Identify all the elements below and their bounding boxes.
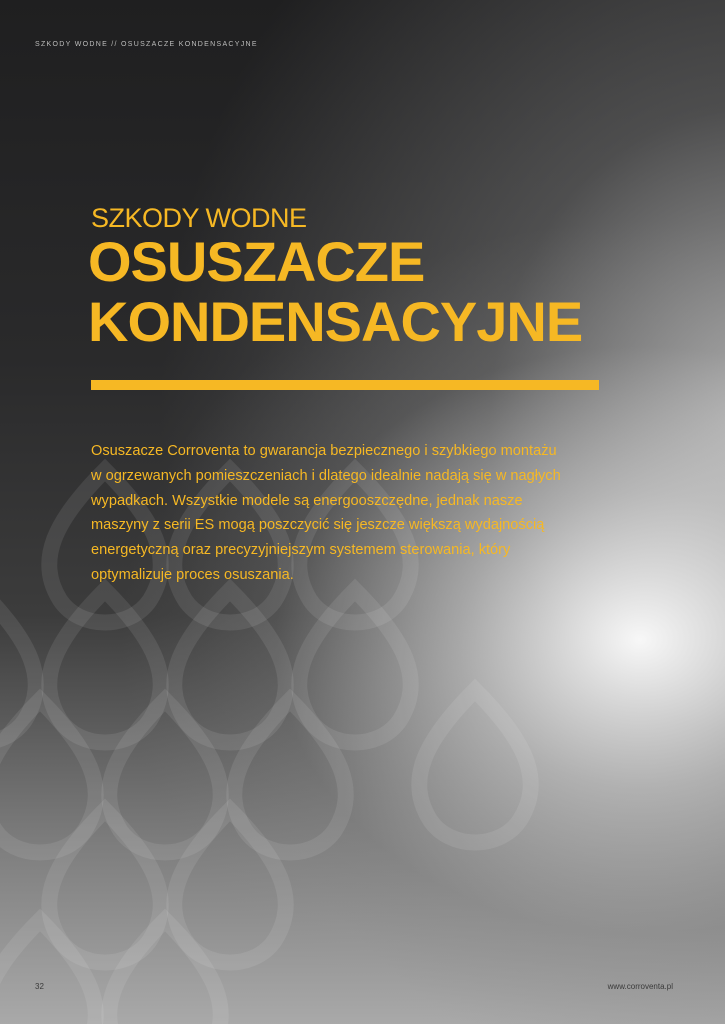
breadcrumb: SZKODY WODNE // OSUSZACZE KONDENSACYJNE [35,41,258,48]
title-underline-bar [91,380,599,390]
page-title [88,232,648,352]
section-kicker: SZKODY WODNE [91,203,307,233]
title-line-2: KONDENSACYJNE [88,290,583,353]
website-link[interactable]: www.corroventa.pl [607,982,673,991]
intro-paragraph: Osuszacze Corroventa to gwarancja bezpiecznego i szybkiego montażu w ogrzewanych pomieszczeniach i dlatego idealnie nadają się w nagłych wypadkach. Wszystkie modele są energooszczędne, jednak nasze maszyny z serii ES mogą poszczycić się jeszcze większą wydajnością energetyczną oraz precyzyjniejszym systemem sterowania, który optymalizuje proces osuszania. [91,443,561,583]
page-number: 32 [35,982,44,991]
title-line-1: OSUSZACZE [88,230,425,293]
